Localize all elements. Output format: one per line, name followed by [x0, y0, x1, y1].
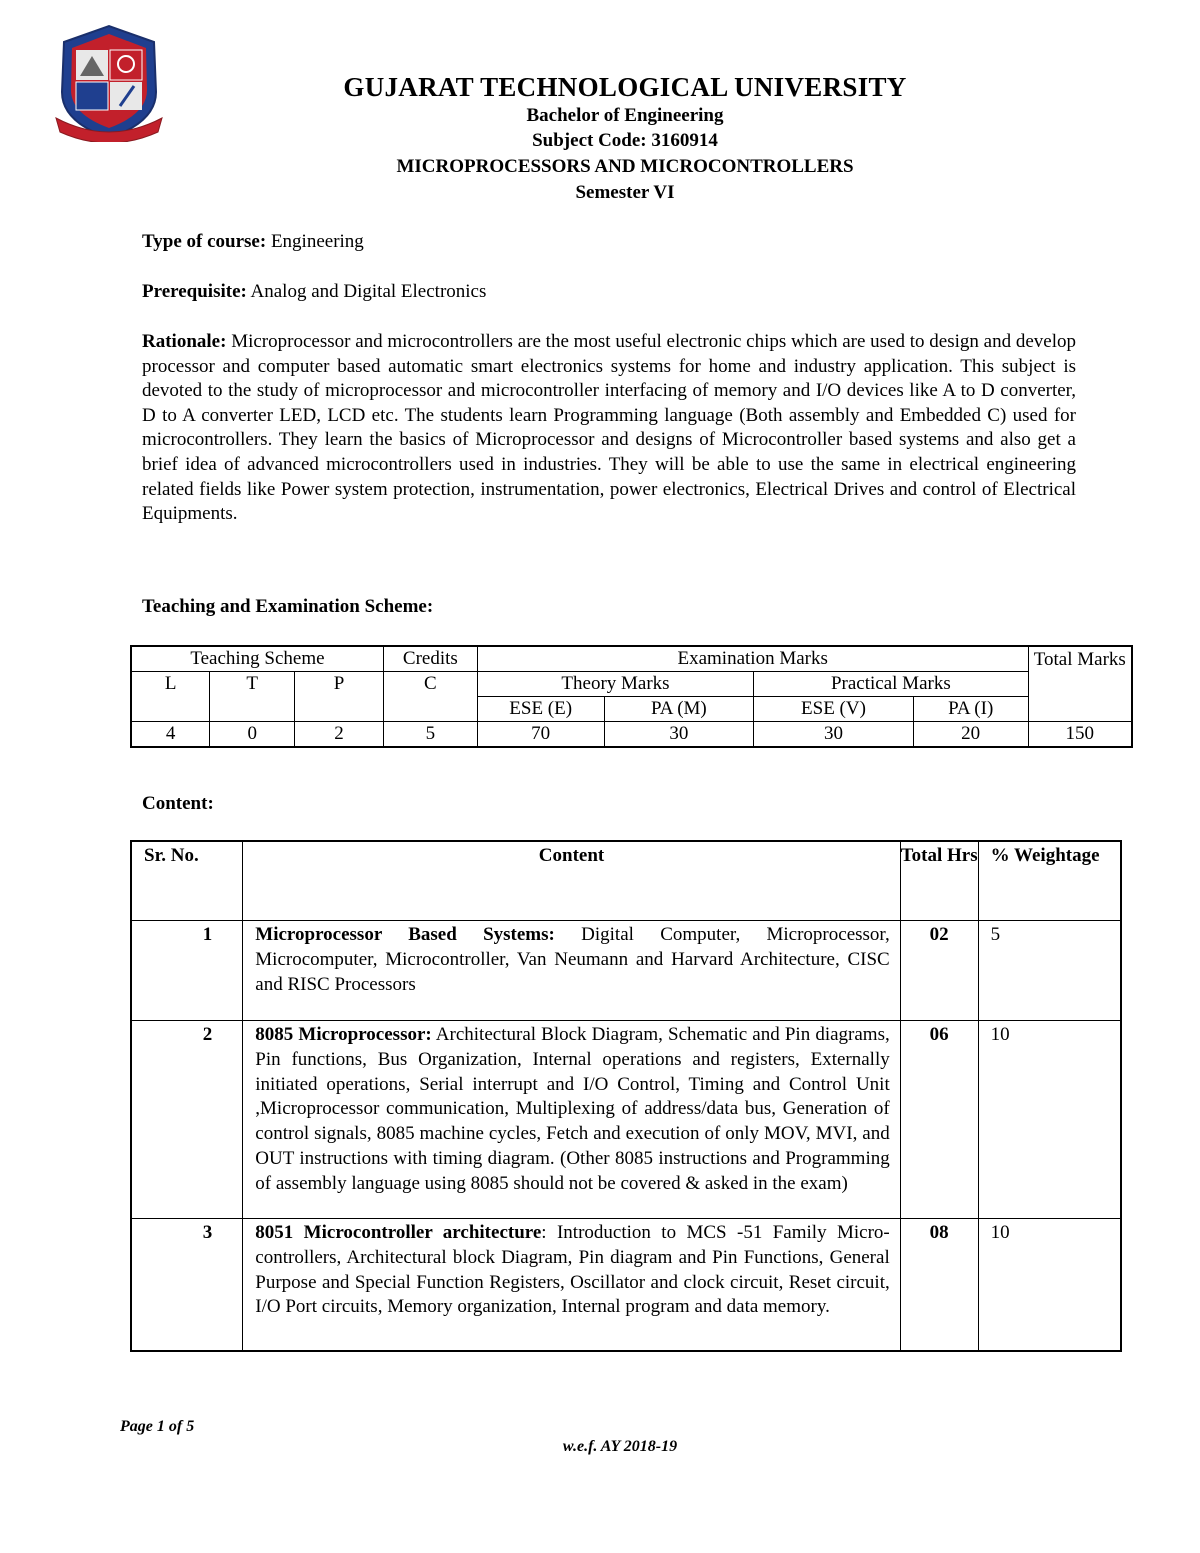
- table-row: [131, 1021, 1121, 1219]
- scheme-table: [130, 645, 1133, 748]
- university-title: GUJARAT TECHNOLOGICAL UNIVERSITY: [343, 72, 907, 102]
- pa-m-header: PA (M): [604, 697, 754, 722]
- rationale-label: Rationale:: [142, 331, 227, 352]
- ese-v-value: 30: [754, 722, 914, 748]
- practical-header: P: [295, 672, 384, 722]
- page-number: Page 1 of 5: [120, 1418, 195, 1435]
- ese-e-header: ESE (E): [477, 697, 604, 722]
- content-heading: Content:: [142, 793, 214, 814]
- tutorial-value: 0: [210, 722, 295, 748]
- ese-e-value: 70: [477, 722, 604, 748]
- sr-no-cell: 3: [131, 1219, 243, 1351]
- content-title: 8085 Microprocessor:: [255, 1024, 432, 1045]
- content-header: Content: [243, 841, 900, 921]
- pa-m-value: 30: [604, 722, 754, 748]
- practical-value: 2: [295, 722, 384, 748]
- sr-no-cell: 2: [131, 1021, 243, 1219]
- semester-line: Semester VI: [575, 182, 675, 203]
- content-cell: [243, 921, 900, 1021]
- credit-value: 5: [383, 722, 477, 748]
- hrs-cell: 06: [900, 1021, 978, 1219]
- content-cell: [243, 1021, 900, 1219]
- ese-v-header: ESE (V): [754, 697, 914, 722]
- degree-line: Bachelor of Engineering: [526, 105, 724, 126]
- content-table: [130, 840, 1122, 1352]
- lecture-header: L: [131, 672, 210, 722]
- effective-year: w.e.f. AY 2018-19: [562, 1438, 678, 1455]
- prerequisite-value: Analog and Digital Electronics: [246, 281, 487, 302]
- type-of-course: [142, 230, 1076, 255]
- hrs-cell: 02: [900, 921, 978, 1021]
- total-marks-value: 150: [1028, 722, 1132, 748]
- prerequisite-label: Prerequisite:: [142, 281, 247, 302]
- theory-marks-header: Theory Marks: [477, 672, 753, 697]
- weightage-header: % Weightage: [978, 841, 1121, 921]
- hrs-cell: 08: [900, 1219, 978, 1351]
- teaching-scheme-header: Teaching Scheme: [131, 646, 383, 672]
- weightage-cell: 10: [978, 1219, 1121, 1351]
- content-title: 8051 Microcontroller architecture: [255, 1222, 542, 1243]
- total-hrs-header: Total Hrs: [900, 841, 978, 921]
- type-of-course-value: Engineering: [266, 231, 364, 252]
- rationale-value: Microprocessor and microcontrollers are the most useful electronic chips which are used to design and develop processor and computer based automatic smart electronics systems for home and industry application. This subject is devoted to the study of microprocessor and microcontroller interfacing of memory and I/O devices like A to D converter, D to A converter LED, LCD etc. The students learn Programming language (Both assembly and Embedded C) used for microcontrollers. They learn the basics of Microprocessor and designs of Microcontroller based systems and also get a brief idea of advanced microcontrollers used in industries. They will be able to use the same in electrical engineering related fields like Power system protection, instrumentation, power electronics, Electrical Drives and control of Electrical Equipments.: [142, 331, 1076, 525]
- content-title: Microprocessor Based Systems:: [255, 924, 555, 945]
- weightage-cell: 5: [978, 921, 1121, 1021]
- subject-name-line: MICROPROCESSORS AND MICROCONTROLLERS: [396, 156, 854, 177]
- content-header-row: [131, 841, 1121, 921]
- weightage-cell: 10: [978, 1021, 1121, 1219]
- content-cell: [243, 1219, 900, 1351]
- exam-marks-header: Examination Marks: [477, 646, 1028, 672]
- practical-marks-header: Practical Marks: [754, 672, 1028, 697]
- content-text: Architectural Block Diagram, Schematic and Pin diagrams, Pin functions, Bus Organization, Internal operations and registers, Externally initiated operations, Serial interrupt and I/O Control, Timing and Control Unit ,Microprocessor communication, Multiplexing of address/data bus, Generation of control signals, 8085 machine cycles, Fetch and execution of only MOV, MVI, and OUT instructions with timing diagram. (Other 8085 instructions and Programming of assembly language using 8085 should not be covered & asked in the exam): [255, 1024, 890, 1194]
- pa-i-value: 20: [913, 722, 1028, 748]
- pa-i-header: PA (I): [913, 697, 1028, 722]
- rationale: [142, 330, 1076, 527]
- scheme-heading: Teaching and Examination Scheme:: [142, 596, 434, 617]
- prerequisite: [142, 280, 1076, 305]
- content-text: Digital Computer, Microprocessor, Microcomputer, Microcontroller, Van Neumann and Harvard Architecture, CISC and RISC Processors: [255, 924, 890, 995]
- sr-no-header: Sr. No.: [131, 841, 243, 921]
- table-row: [131, 921, 1121, 1021]
- sr-no-cell: 1: [131, 921, 243, 1021]
- lecture-value: 4: [131, 722, 210, 748]
- credit-c-header: C: [383, 672, 477, 722]
- subject-code-line: Subject Code: 3160914: [532, 130, 718, 151]
- type-of-course-label: Type of course:: [142, 231, 267, 252]
- credits-header: Credits: [383, 646, 477, 672]
- content-text: : Introduction to MCS -51 Family Micro-controllers, Architectural block Diagram, Pin diagram and Pin Functions, General Purpose and Special Function Registers, Oscillator and clock circuit, Reset circuit, I/O Port circuits, Memory organization, Internal program and data memory.: [255, 1222, 890, 1318]
- total-marks-header: Total Marks: [1028, 646, 1132, 722]
- table-row: [131, 1219, 1121, 1351]
- tutorial-header: T: [210, 672, 295, 722]
